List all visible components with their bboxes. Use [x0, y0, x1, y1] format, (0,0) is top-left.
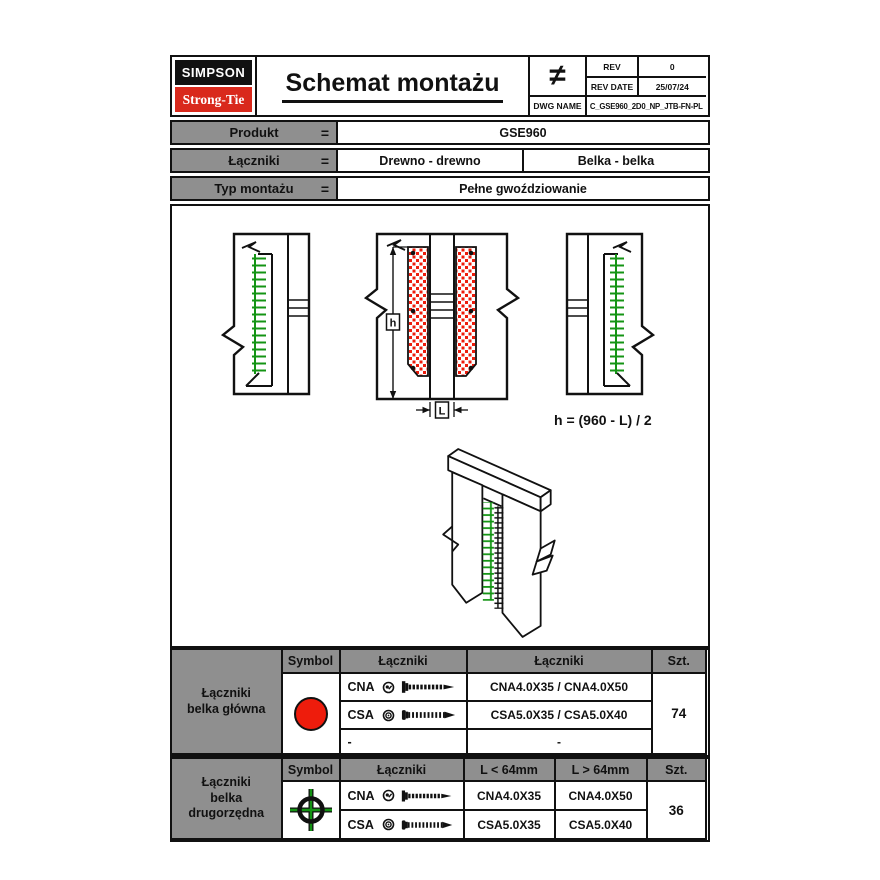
rev-date-label: REV DATE — [585, 76, 637, 95]
dim-l-label: L — [438, 405, 446, 418]
typ-montazu-label: Typ montażu — [214, 181, 294, 196]
cna-nail-icon — [400, 789, 455, 803]
main-beam-left-face — [452, 472, 482, 603]
fastener-l-short: CNA4.0X35 — [465, 782, 556, 811]
laczniki-value-2: Belka - belka — [577, 153, 655, 168]
logo-simpson-text: SIMPSON — [175, 60, 252, 85]
hanger-rib-strip — [494, 506, 503, 608]
equals-sign: = — [320, 152, 329, 169]
break-squiggle-icon — [387, 240, 405, 250]
side-view-right — [567, 234, 653, 394]
dimension-h — [387, 247, 409, 399]
drawing-area — [170, 204, 710, 648]
fastener-name: - — [468, 730, 653, 755]
secondary-beam-fastener-table — [170, 757, 710, 842]
side-view-left — [223, 234, 309, 394]
qty-value: 36 — [648, 782, 708, 840]
rev-date-value: 25/07/24 — [637, 76, 706, 95]
dim-h-label: h — [389, 317, 397, 330]
fastener-name: CNA4.0X35 / CNA4.0X50 — [468, 674, 653, 702]
break-squiggle-icon — [613, 242, 631, 252]
col-header-symbol: Symbol — [283, 759, 341, 782]
col-header-fasteners: Łączniki — [341, 650, 468, 674]
title-block — [170, 55, 710, 117]
col-header-qty: Szt. — [648, 759, 708, 782]
laczniki-label-cell — [172, 150, 338, 171]
simpson-strongtie-logo — [172, 57, 257, 115]
fastener-code: CNA — [347, 680, 375, 694]
col-header-symbol: Symbol — [283, 650, 341, 674]
document-page — [170, 55, 710, 842]
col-header-qty: Szt. — [653, 650, 708, 674]
equals-sign: = — [320, 124, 329, 141]
rev-value: 0 — [637, 57, 706, 76]
front-view-center — [366, 234, 518, 418]
csa-screw-icon — [400, 708, 458, 722]
fastener-l-short: CSA5.0X35 — [465, 811, 556, 840]
col-header-l-short: L < 64mm — [465, 759, 556, 782]
col-header-names: Łączniki — [468, 650, 653, 674]
not-equal-mark-icon: ≠ — [549, 59, 566, 92]
logo-strongtie-text: Strong-Tie — [175, 87, 252, 112]
typ-montazu-label-cell — [172, 178, 338, 199]
dimension-l — [416, 402, 468, 418]
fastener-code: CSA — [347, 708, 374, 722]
cna-head-icon — [382, 789, 395, 802]
revision-table — [530, 57, 708, 115]
nail-ladder-green — [610, 254, 624, 374]
csa-head-icon — [382, 818, 395, 831]
height-formula: h = (960 - L) / 2 — [554, 412, 652, 428]
fastener-code: CNA — [347, 788, 375, 803]
main-beam-fastener-table — [170, 648, 710, 757]
break-squiggle-icon — [242, 242, 260, 252]
typ-montazu-value: Pełne gwoździowanie — [459, 181, 587, 196]
crosshair-symbol-icon — [288, 787, 334, 833]
dwg-name-label: DWG NAME — [530, 95, 585, 115]
fastener-cell-empty — [341, 730, 468, 755]
cna-nail-icon — [400, 680, 458, 694]
laczniki-label: Łączniki — [228, 153, 280, 168]
fastener-code: CSA — [347, 817, 374, 832]
nail-ladder-green — [483, 502, 494, 600]
row-laczniki — [170, 148, 710, 173]
fastener-cell-csa — [341, 811, 465, 840]
qty-value: 74 — [653, 674, 708, 755]
fastener-name: CSA5.0X35 / CSA5.0X40 — [468, 702, 653, 730]
csa-screw-icon — [400, 818, 455, 832]
secondary-table-row-label: Łączniki belka drugorzędna — [172, 759, 283, 840]
col-header-l-long: L > 64mm — [556, 759, 648, 782]
symbol-cell — [283, 782, 341, 840]
dwg-name-value: C_GSE960_2D0_NP_JTB-FN-PL — [585, 95, 706, 115]
csa-head-icon — [382, 709, 395, 722]
fastener-cell-cna — [341, 674, 468, 702]
symbol-cell — [283, 674, 341, 755]
fastener-cell-cna — [341, 782, 465, 811]
laczniki-value-1: Drewno - drewno — [338, 150, 524, 171]
page-title: Schemat montażu — [282, 69, 504, 103]
row-produkt — [170, 120, 710, 145]
row-typ-montazu — [170, 176, 710, 201]
cna-head-icon — [382, 681, 395, 694]
main-table-row-label: Łączniki belka główna — [172, 650, 283, 755]
red-circle-symbol-icon — [294, 697, 328, 731]
col-header-fasteners: Łączniki — [341, 759, 465, 782]
equals-sign: = — [320, 180, 329, 197]
fastener-l-long: CNA4.0X50 — [556, 782, 648, 811]
produkt-label-cell — [172, 122, 338, 143]
fastener-code: - — [347, 734, 352, 749]
rev-label: REV — [585, 57, 637, 76]
produkt-label: Produkt — [229, 125, 279, 140]
title-cell — [257, 57, 530, 115]
isometric-view-drawing — [428, 440, 593, 646]
fastener-l-long: CSA5.0X40 — [556, 811, 648, 840]
produkt-value: GSE960 — [499, 125, 547, 140]
nail-ladder-green — [252, 254, 266, 374]
fastener-cell-csa — [341, 702, 468, 730]
